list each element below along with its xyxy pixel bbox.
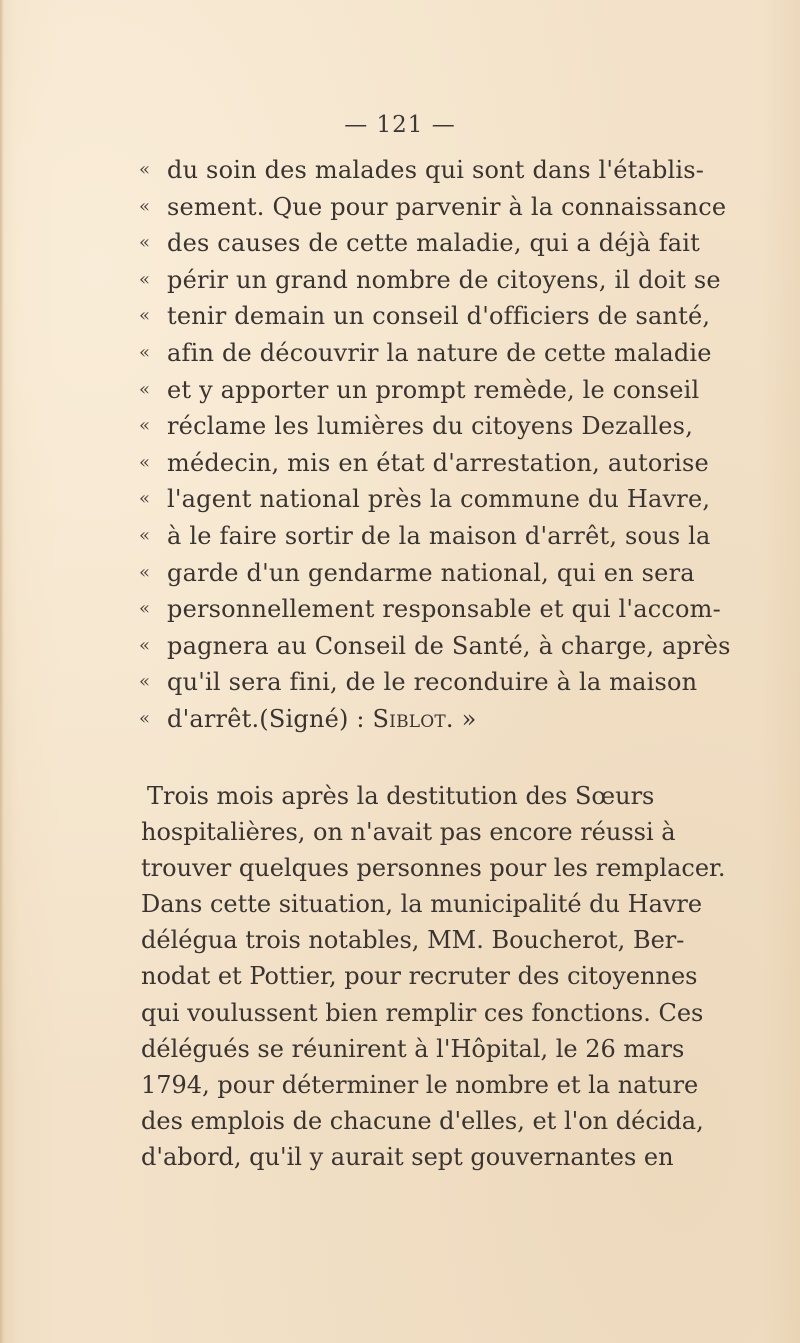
closing-guillemet: »	[453, 704, 477, 733]
guillemet-mark: «	[139, 305, 151, 327]
quote-line-text: qu'il sera fini, de le reconduire à la maison	[167, 668, 698, 697]
paragraph-line: trouver quelques personnes pour les remplacer.	[141, 853, 726, 882]
quote-line-text: afin de découvrir la nature de cette maladie	[167, 338, 712, 367]
guillemet-mark: «	[139, 707, 151, 729]
guillemet-mark: «	[139, 598, 151, 620]
quote-line-text: pagnera au Conseil de Santé, à charge, après	[167, 631, 731, 660]
guillemet-mark: «	[139, 232, 151, 254]
quote-line-signature	[141, 701, 625, 738]
guillemet-mark: «	[139, 268, 151, 290]
paragraph-line: qui voulussent bien remplir ces fonctions. Ces	[141, 998, 704, 1027]
quote-line-text: réclame les lumières du citoyens Dezalles,	[167, 412, 694, 441]
page-edge-shadow	[0, 0, 4, 1343]
quote-line-text: médecin, mis en état d'arrestation, autorise	[167, 448, 709, 477]
quote-line-text: personnellement responsable et qui l'accom-	[167, 595, 721, 624]
signatory-name: Siblot.	[372, 704, 454, 733]
guillemet-mark: «	[139, 634, 151, 656]
quote-line-text: des causes de cette maladie, qui a déjà fait	[167, 229, 701, 258]
guillemet-mark: «	[139, 378, 151, 400]
guillemet-mark: «	[139, 561, 151, 583]
quote-line	[139, 408, 694, 445]
guillemet-mark: «	[139, 488, 151, 510]
quote-line	[139, 262, 721, 299]
paragraph-line: d'abord, qu'il y aurait sept gouvernantes en	[141, 1143, 674, 1172]
signature	[259, 705, 476, 733]
signature-row	[167, 701, 625, 738]
quote-line-text: garde d'un gendarme national, qui en sera	[167, 558, 695, 587]
guillemet-mark: «	[139, 451, 151, 473]
guillemet-mark: «	[139, 195, 151, 217]
paragraph-line: Trois mois après la destitution des Sœurs	[147, 781, 655, 810]
quote-line	[139, 225, 701, 262]
quote-line	[139, 189, 727, 226]
body-paragraph	[141, 778, 726, 1176]
signature-label: (Signé) :	[259, 704, 373, 733]
quote-line	[139, 591, 721, 628]
guillemet-mark: «	[139, 341, 151, 363]
quoted-decree	[139, 152, 731, 738]
page-body	[139, 152, 731, 1176]
quote-line	[139, 152, 705, 189]
quote-line	[139, 335, 712, 372]
paragraph-line: Dans cette situation, la municipalité du Havre	[141, 890, 703, 919]
quote-line-text: et y apporter un prompt remède, le conseil	[167, 375, 700, 404]
quote-last-text: d'arrêt.	[167, 704, 260, 733]
paragraph-gap	[141, 738, 625, 778]
guillemet-mark: «	[139, 415, 151, 437]
quote-line-text: à le faire sortir de la maison d'arrêt, sous la	[167, 521, 711, 550]
quote-line	[139, 372, 700, 409]
quote-line-text: périr un grand nombre de citoyens, il doit se	[167, 265, 721, 294]
paragraph-line: hospitalières, on n'avait pas encore réussi à	[141, 817, 676, 846]
quote-line	[139, 481, 711, 518]
paragraph-line: délégués se réunirent à l'Hôpital, le 26 mars	[141, 1034, 685, 1063]
paragraph-line: nodat et Pottier, pour recruter des citoyennes	[141, 962, 698, 991]
quote-line	[139, 555, 695, 592]
page-number: — 121 —	[344, 112, 456, 138]
quote-line-text: tenir demain un conseil d'officiers de santé,	[167, 302, 711, 331]
quote-line	[139, 664, 698, 701]
quote-line	[139, 445, 709, 482]
guillemet-mark: «	[139, 159, 151, 180]
quote-line	[139, 628, 731, 665]
paragraph-line: délégua trois notables, MM. Boucherot, Ber-	[141, 926, 685, 955]
quote-line-text: sement. Que pour parvenir à la connaissance	[167, 192, 727, 221]
quote-line	[139, 298, 711, 335]
quote-line-text: du soin des malades qui sont dans l'établis-	[167, 156, 705, 184]
guillemet-mark: «	[139, 524, 151, 546]
guillemet-mark: «	[139, 671, 151, 693]
paragraph-line: des emplois de chacune d'elles, et l'on décida,	[141, 1107, 704, 1136]
paragraph-line: 1794, pour déterminer le nombre et la nature	[141, 1071, 699, 1099]
quote-line	[139, 518, 711, 555]
quote-line-text: l'agent national près la commune du Havre,	[167, 485, 711, 514]
